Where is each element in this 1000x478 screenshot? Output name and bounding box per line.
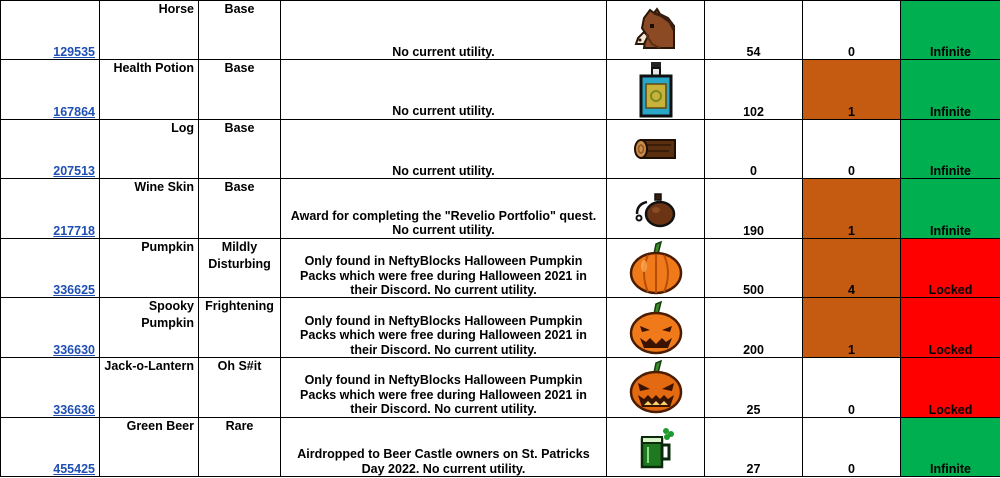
item-rarity: Base [199,60,281,120]
log-icon [633,136,679,162]
item-count: 500 [705,238,803,298]
item-name: Wine Skin [100,179,199,239]
status-cell: Infinite [901,60,1000,120]
item-count: 0 [705,119,803,179]
item-flag: 0 [803,119,901,179]
spooky-pumpkin-icon [628,300,684,356]
table-row [1,298,1000,358]
status-cell: Infinite [901,417,1000,477]
item-count: 190 [705,179,803,239]
template-id-cell [1,357,100,417]
status-cell: Locked [901,357,1000,417]
status-cell: Infinite [901,179,1000,239]
item-image-cell [607,119,705,179]
status-cell: Locked [901,238,1000,298]
item-image-cell [607,357,705,417]
item-flag: 0 [803,417,901,477]
item-image-cell [607,1,705,60]
green-beer-icon [636,425,676,469]
item-count: 102 [705,60,803,120]
item-flag: 1 [803,60,901,120]
template-id-link[interactable]: 207513 [53,164,95,179]
template-id-cell [1,119,100,179]
item-rarity: Base [199,1,281,60]
table-row [1,179,1000,239]
jack-o-lantern-icon [628,359,684,415]
table-row [1,238,1000,298]
item-flag: 0 [803,357,901,417]
template-id-link[interactable]: 217718 [53,223,95,238]
item-rarity: Base [199,179,281,239]
table-row [1,60,1000,120]
status-cell: Locked [901,298,1000,358]
status-cell: Infinite [901,1,1000,60]
item-flag: 0 [803,1,901,60]
template-id-link[interactable]: 336630 [53,342,95,357]
item-name: Health Potion [100,60,199,120]
item-description: Only found in NeftyBlocks Halloween Pumpkin Packs which were free during Halloween 2021 in their Discord. No current utility. [281,357,607,417]
item-description: Airdropped to Beer Castle owners on St. Patricks Day 2022. No current utility. [281,417,607,477]
item-image-cell [607,238,705,298]
table-row [1,357,1000,417]
item-description: Award for completing the "Revelio Portfolio" quest. No current utility. [281,179,607,239]
item-rarity: Oh S#it [199,357,281,417]
template-id-cell [1,298,100,358]
item-description: No current utility. [281,60,607,120]
horse-icon [630,4,682,56]
template-id-cell [1,60,100,120]
item-name: Log [100,119,199,179]
table-row [1,119,1000,179]
template-id-link[interactable]: 455425 [53,462,95,477]
item-name: Green Beer [100,417,199,477]
item-image-cell [607,179,705,239]
item-name: Spooky Pumpkin [100,298,199,358]
status-cell: Infinite [901,119,1000,179]
item-image-cell [607,417,705,477]
item-description: No current utility. [281,119,607,179]
item-image-cell [607,60,705,120]
template-id-link[interactable]: 129535 [53,45,95,59]
item-count: 27 [705,417,803,477]
item-rarity: Rare [199,417,281,477]
item-rarity: Base [199,119,281,179]
template-id-cell [1,417,100,477]
template-id-cell [1,179,100,239]
item-flag: 1 [803,179,901,239]
potion-icon [636,60,676,118]
item-count: 200 [705,298,803,358]
item-description: No current utility. [281,1,607,60]
table-row [1,417,1000,477]
item-flag: 4 [803,238,901,298]
item-image-cell [607,298,705,358]
pumpkin-icon [628,240,684,296]
item-name: Pumpkin [100,238,199,298]
template-id-link[interactable]: 336625 [53,283,95,298]
item-count: 54 [705,1,803,60]
wine-skin-icon [633,188,679,228]
item-description: Only found in NeftyBlocks Halloween Pumpkin Packs which were free during Halloween 2021 in their Discord. No current utility. [281,298,607,358]
item-name: Horse [100,1,199,60]
item-rarity: Mildly Disturbing [199,238,281,298]
item-count: 25 [705,357,803,417]
item-flag: 1 [803,298,901,358]
item-rarity: Frightening [199,298,281,358]
item-name: Jack-o-Lantern [100,357,199,417]
item-description: Only found in NeftyBlocks Halloween Pumpkin Packs which were free during Halloween 2021 in their Discord. No current utility. [281,238,607,298]
table-row [1,1,1000,60]
template-id-cell [1,238,100,298]
template-id-cell [1,1,100,60]
template-id-link[interactable]: 336636 [53,402,95,417]
template-id-link[interactable]: 167864 [53,104,95,119]
